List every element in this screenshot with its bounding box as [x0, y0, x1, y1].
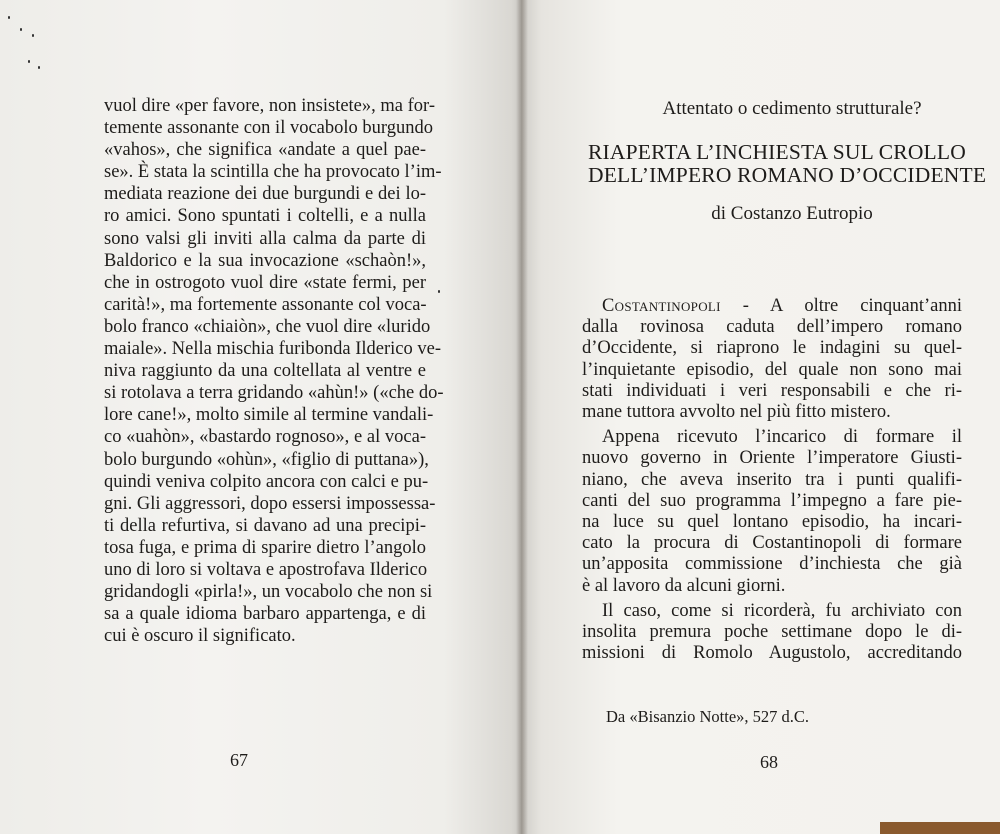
text-line: gridandogli «pirla!», un vocabolo che non si: [104, 582, 433, 603]
right-page: [522, 0, 1000, 834]
text-line: bolo franco «chiaiòn», che vuol dire «lurido: [104, 316, 431, 337]
text-line: che in ostrogoto vuol dire «state fermi, per: [104, 272, 426, 293]
text-line: ro amici. Sono spuntati i coltelli, e a nulla: [104, 206, 426, 227]
article-kicker: Attentato o cedimento strutturale?: [662, 98, 922, 119]
article-source: Da «Bisanzio Notte», 527 d.C.: [606, 707, 810, 726]
text-line: temente assonante con il vocabolo burgundo: [104, 118, 433, 139]
text-line: co «uahòn», «bastardo rognoso», e al voca-: [104, 427, 426, 448]
article-line: Il caso, come si ricorderà, fu archiviato con: [602, 600, 962, 621]
article-line: nuovo governo in Oriente l’imperatore Giusti-: [582, 448, 962, 469]
text-line: sa a quale idioma barbaro appartenga, e di: [104, 604, 426, 625]
text-line: ti della refurtiva, si davano ad una precipi-: [104, 515, 426, 536]
article-line: insolita premura poche settimane dopo le di-: [582, 622, 962, 643]
article-line: na luce su quel lontano episodio, ha incari-: [582, 512, 962, 533]
text-line: carità!», ma fortemente assonante col voca-: [104, 294, 427, 315]
text-line: sono valsi gli inviti alla calma da parte di: [104, 228, 426, 249]
article-line: stati individuati i veri responsabili e che ri-: [582, 380, 962, 401]
article-line: missioni di Romolo Augustolo, accreditando: [582, 643, 962, 664]
text-line: bolo burgundo «ohùn», «figlio di puttana»),: [104, 449, 429, 470]
article-line: niano, che aveva inserito tra i punti qualifi-: [582, 469, 962, 490]
article-line: mane tuttora avvolto nel più fitto mistero.: [582, 402, 891, 423]
table-surface: [880, 822, 1000, 834]
text-line: cui è oscuro il significato.: [104, 626, 296, 647]
article-line: canti del suo programma l’impegno a fare pie-: [582, 490, 962, 511]
headline-line: DELL’IMPERO ROMANO D’OCCIDENTE: [588, 163, 987, 187]
article-line: Appena ricevuto l’incarico di formare il: [602, 427, 962, 448]
text-line: «vahos», che significa «andate a quel pae-: [104, 140, 426, 161]
article-line: è al lavoro da alcuni giorni.: [582, 575, 786, 596]
text-line: maiale». Nella mischia furibonda Ilderico ve-: [104, 339, 441, 360]
article-dateline: Costantinopoli: [602, 296, 721, 316]
text-line: si rotolava a terra gridando «ahùn!» («che do-: [104, 383, 444, 404]
article-line: un’apposita commissione d’inchiesta che già: [582, 554, 962, 575]
article-line: dalla rovinosa caduta dell’impero romano: [582, 317, 962, 338]
text-line: Baldorico e la sua invocazione «schaòn!»,: [104, 250, 426, 271]
left-page-text: [104, 95, 444, 647]
article-line: [582, 296, 962, 317]
headline-line: RIAPERTA L’INCHIESTA SUL CROLLO: [588, 140, 966, 164]
text-line: se». È stata la scintilla che ha provocato l’im-: [104, 162, 442, 183]
article-body: [582, 296, 962, 664]
article-byline: di Costanzo Eutropio: [711, 203, 873, 224]
page-number-left: 67: [230, 750, 248, 770]
article-headline: [588, 140, 987, 187]
text-line: lore cane!», molto simile al termine vandali-: [104, 405, 434, 426]
text-line: mediata reazione dei due burgundi e dei lo-: [104, 184, 426, 205]
page-number-right: 68: [760, 752, 778, 772]
book-gutter: [516, 0, 528, 834]
article-line: l’inquietante episodio, del quale non sono mai: [582, 359, 962, 380]
article-line-text: - A oltre cinquant’anni: [720, 296, 962, 316]
text-line: niva raggiunto da una coltellata al ventre e: [104, 361, 426, 382]
text-line: uno di loro si voltava e apostrofava Ilderico: [104, 559, 428, 580]
text-line: gni. Gli aggressori, dopo essersi impossessa-: [104, 493, 436, 514]
article-line: cato la procura di Costantinopoli di formare: [582, 533, 962, 554]
text-line: vuol dire «per favore, non insistete», ma for-: [104, 96, 435, 116]
article-line: d’Occidente, si riaprono le indagini su quel-: [582, 338, 962, 359]
text-line: quindi veniva colpito ancora con calci e pu-: [104, 471, 429, 492]
text-line: tosa fuga, e prima di sparire dietro l’angolo: [104, 537, 426, 558]
